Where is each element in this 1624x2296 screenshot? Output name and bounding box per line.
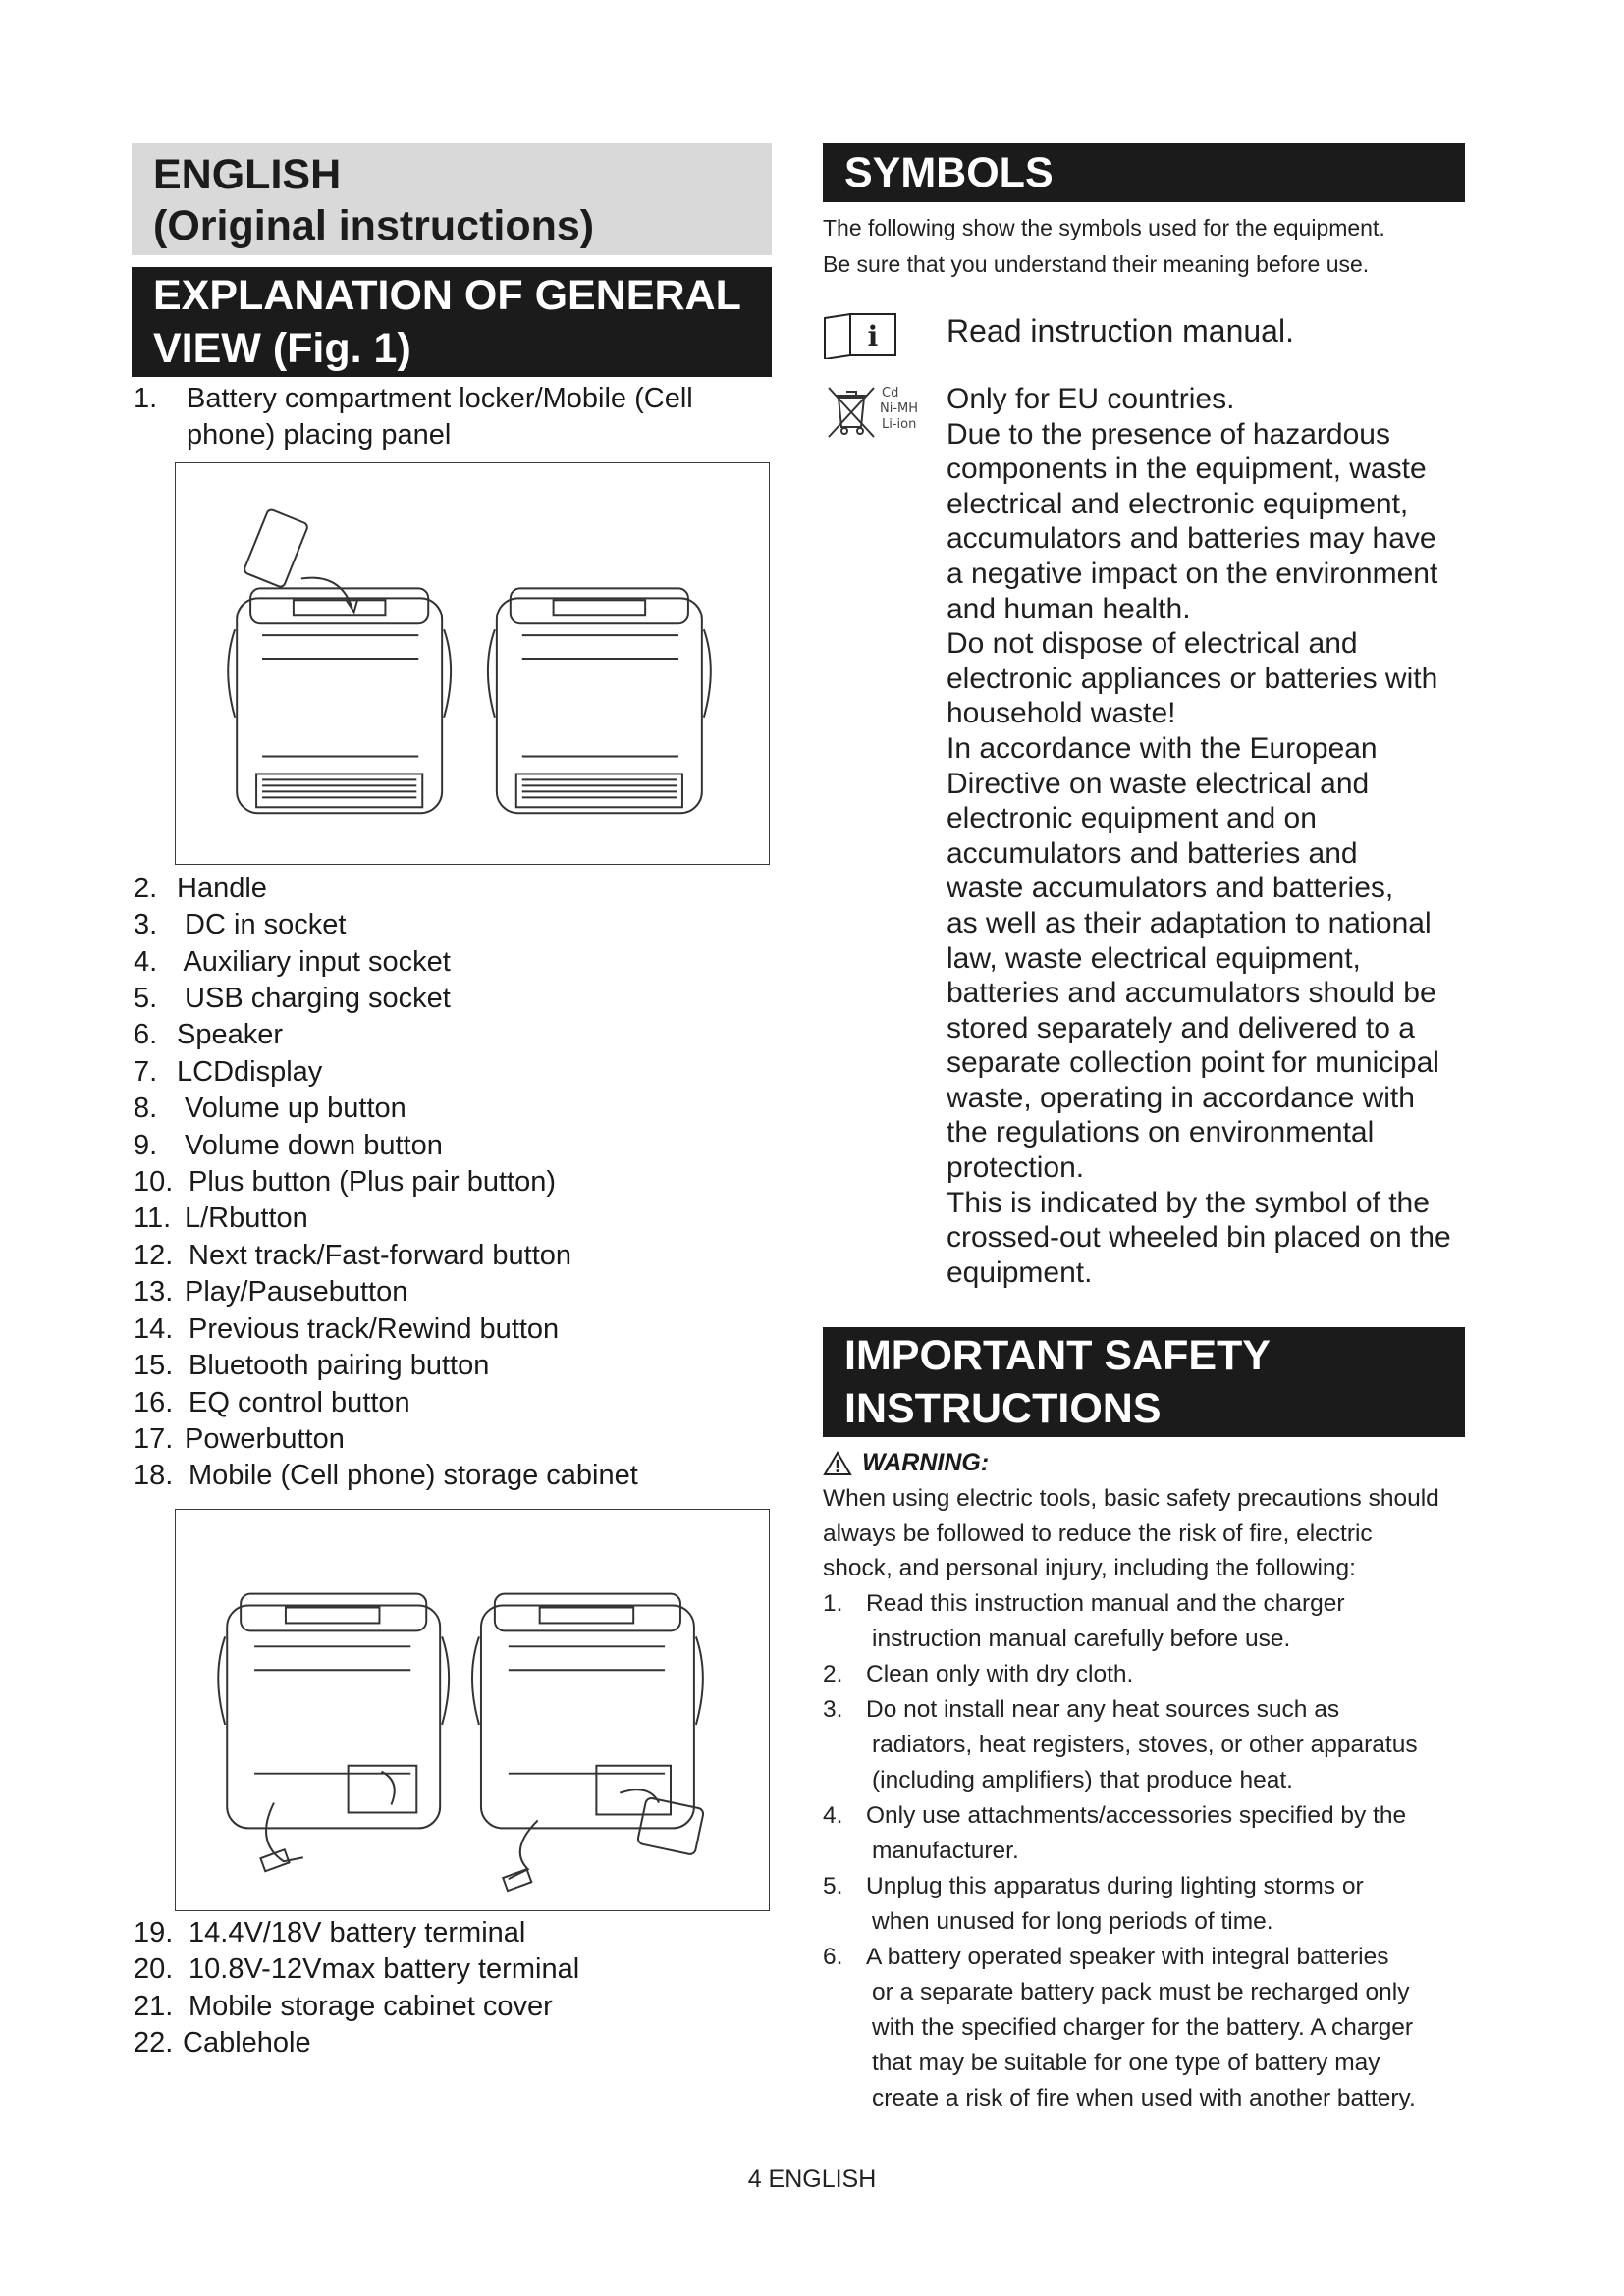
list-item: 3. Do not install near any heat sources such as radiators, heat registers, stoves, or other apparatus (including amplifiers) that produce heat. xyxy=(823,1695,1418,1793)
svg-text:i: i xyxy=(867,320,879,352)
svg-text:Cd: Cd xyxy=(882,386,899,400)
list-item: 21. Mobile storage cabinet cover xyxy=(134,1990,553,2022)
figure-speaker-top-view xyxy=(175,462,770,865)
list-item: 9. Volume down button xyxy=(134,1129,443,1161)
list-item: 17. Powerbutton xyxy=(134,1422,345,1455)
safety-heading: IMPORTANT SAFETY INSTRUCTIONS xyxy=(823,1327,1465,1437)
crossed-bin-icon xyxy=(823,382,933,441)
list-item: 12. Next track/Fast-forward button xyxy=(134,1239,572,1271)
safety-intro: When using electric tools, basic safety precautions should always be followed to reduce the risk of fire, electric shock, and personal injury, including the following: xyxy=(823,1485,1439,1582)
svg-text:Li-ion: Li-ion xyxy=(882,417,917,432)
page-footer: 4 ENGLISH xyxy=(747,2165,877,2193)
list-item: 22. Cablehole xyxy=(134,2026,311,2058)
parts-list-second xyxy=(132,871,772,1495)
list-item: 5. USB charging socket xyxy=(134,983,451,1015)
safety-list xyxy=(823,1586,1465,2116)
parts-list-first xyxy=(132,381,772,454)
symbols-heading: SYMBOLS xyxy=(823,143,1465,202)
general-view-heading: EXPLANATION OF GENERAL VIEW (Fig. 1) xyxy=(132,267,772,377)
symbol-eu-disposal xyxy=(823,382,1465,1290)
language-subtitle: (Original instructions) xyxy=(153,202,595,249)
symbols-intro: The following show the symbols used for the equipment. Be sure that you understand their meaning before use. xyxy=(823,215,1385,277)
speaker-cabinet-illustration-icon xyxy=(176,1510,769,1910)
list-item: 1. Battery compartment locker/Mobile (Cell phone) placing panel xyxy=(134,383,693,452)
list-item: 15. Bluetooth pairing button xyxy=(134,1350,490,1382)
book-info-icon xyxy=(823,310,901,359)
list-item: 2. Clean only with dry cloth. xyxy=(823,1660,1134,1687)
list-item: 10. Plus button (Plus pair button) xyxy=(134,1166,556,1199)
list-item: 16. EQ control button xyxy=(134,1386,410,1418)
list-item: 20. 10.8V-12Vmax battery terminal xyxy=(134,1953,580,1986)
language-title: ENGLISH xyxy=(153,151,342,198)
list-item: 14. Previous track/Rewind button xyxy=(134,1312,560,1345)
speaker-illustration-icon xyxy=(176,463,769,864)
list-item: 18. Mobile (Cell phone) storage cabinet xyxy=(134,1460,638,1492)
parts-list-third xyxy=(132,1915,772,2062)
symbol-read-manual xyxy=(823,310,1465,364)
list-item: 2. Handle xyxy=(134,872,267,904)
warning-triangle-icon xyxy=(823,1451,852,1476)
svg-text:Ni-MH: Ni-MH xyxy=(880,401,919,416)
list-item: 7. LCDdisplay xyxy=(134,1055,323,1088)
eu-disposal-text: Only for EU countries. Due to the presence of hazardous components in the equipment, waste electrical and electronic equipment, accumulators and batteries may have a negative impact on the environment and human health. Do not dispose of electrical and electronic appliances or batteries with household waste! In accordance with the European Directive on waste electrical and electronic equipment and on accumulators and batteries and waste accumulators and batteries, as well as their adaptation to national law, waste electrical equipment, batteries and accumulators should be stored separately and delivered to a separate collection point for municipal waste, operating in accordance with the regulations on environmental protection. This is indicated by the symbol of the crossed-out wheeled bin placed on the equipment. xyxy=(947,383,1451,1289)
language-header xyxy=(132,143,772,255)
list-item: 13. Play/Pausebutton xyxy=(134,1276,408,1308)
read-manual-text: Read instruction manual. xyxy=(947,313,1294,348)
list-item: 6. A battery operated speaker with integral batteries or a separate battery pack must be recharged only with the specified charger for the battery. A charger that may be suitable for one type of battery may create a risk of fire when used with another battery. xyxy=(823,1943,1416,2111)
figure-speaker-storage-view xyxy=(175,1509,770,1911)
left-column xyxy=(132,143,772,2061)
right-column xyxy=(823,143,1465,2116)
list-item: 8. Volume up button xyxy=(134,1093,406,1125)
list-item: 6. Speaker xyxy=(134,1019,284,1051)
warning-label: WARNING: xyxy=(823,1449,1465,1477)
list-item: 4. Auxiliary input socket xyxy=(134,945,451,978)
list-item: 5. Unplug this apparatus during lighting storms or when unused for long periods of time. xyxy=(823,1872,1364,1935)
list-item: 11. L/Rbutton xyxy=(134,1202,308,1235)
list-item: 3. DC in socket xyxy=(134,909,347,941)
list-item: 19. 14.4V/18V battery terminal xyxy=(134,1916,526,1949)
list-item: 4. Only use attachments/accessories specified by the manufacturer. xyxy=(823,1801,1407,1864)
list-item: 1. Read this instruction manual and the charger instruction manual carefully before use. xyxy=(823,1589,1345,1652)
